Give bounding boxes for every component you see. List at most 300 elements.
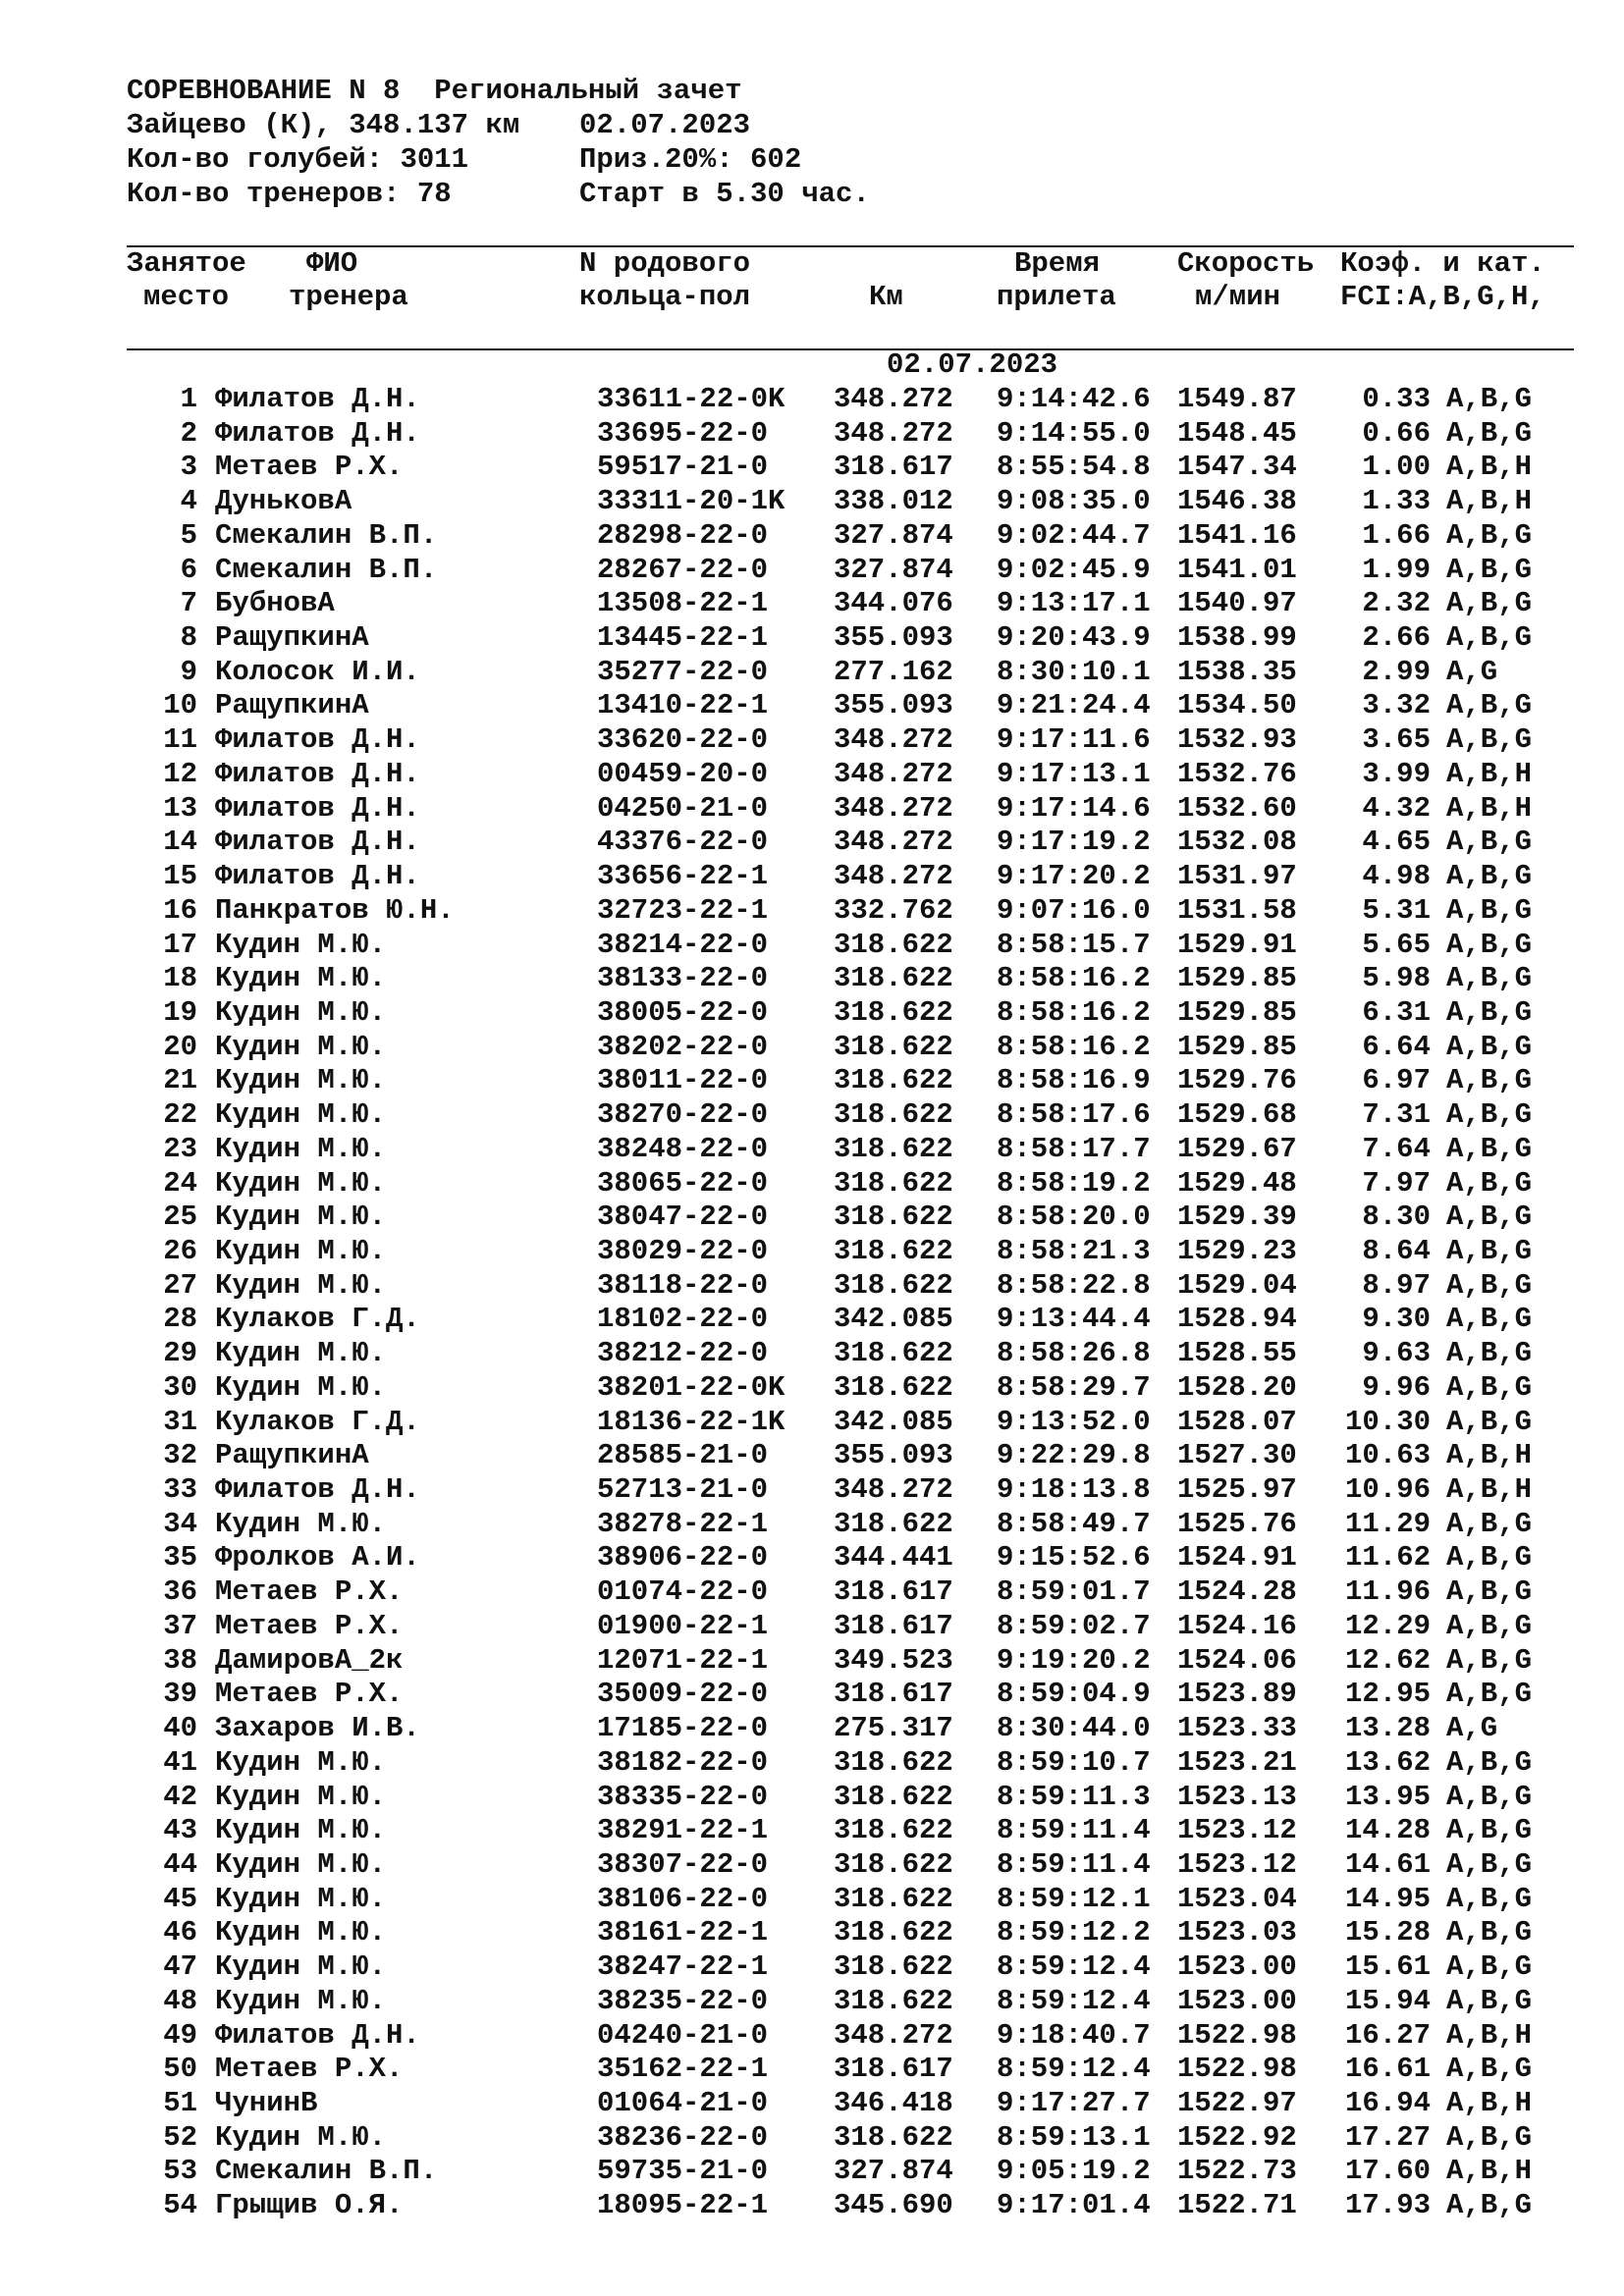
cell-speed: 1523.00 <box>1177 1984 1297 2017</box>
cell-ring: 59735-21-0 <box>597 2155 769 2188</box>
cell-category: A,G <box>1446 655 1498 688</box>
cell-trainer: Кудин М.Ю. <box>215 1337 387 1370</box>
cell-trainer: РащупкинА <box>215 621 369 655</box>
cell-ring: 01064-21-0 <box>597 2087 769 2119</box>
cell-time: 8:58:16.2 <box>997 1030 1151 1063</box>
table-row <box>0 1337 1624 1371</box>
cell-coef: 13.28 <box>1344 1712 1431 1745</box>
cell-time: 8:58:49.7 <box>997 1507 1151 1540</box>
cell-km: 348.272 <box>834 791 953 825</box>
cell-speed: 1538.35 <box>1177 655 1297 688</box>
cell-place: 35 <box>163 1541 197 1575</box>
cell-time: 9:21:24.4 <box>997 689 1151 722</box>
cell-speed: 1529.67 <box>1177 1132 1297 1165</box>
cell-category: A,B,G <box>1446 1132 1533 1165</box>
cell-coef: 8.30 <box>1362 1201 1431 1234</box>
cell-time: 8:59:11.4 <box>997 1814 1151 1847</box>
table-row <box>0 689 1624 723</box>
cell-trainer: Кудин М.Ю. <box>215 1235 387 1267</box>
table-row <box>0 1644 1624 1679</box>
cell-trainer: Смекалин В.П. <box>215 553 438 586</box>
cell-time: 8:59:11.3 <box>997 1780 1151 1813</box>
cell-time: 8:58:17.6 <box>997 1098 1151 1132</box>
cell-km: 318.622 <box>834 1098 953 1132</box>
cell-speed: 1523.00 <box>1177 1950 1297 1984</box>
cell-category: A,G <box>1446 1712 1498 1745</box>
cell-coef: 9.30 <box>1362 1303 1431 1336</box>
cell-coef: 5.65 <box>1362 928 1431 961</box>
cell-km: 318.622 <box>834 1337 953 1370</box>
table-row <box>0 2087 1624 2121</box>
cell-coef: 10.30 <box>1344 1405 1431 1438</box>
cell-place: 54 <box>163 2189 197 2222</box>
cell-trainer: Кудин М.Ю. <box>215 1882 387 1915</box>
cell-km: 318.622 <box>834 1166 953 1200</box>
cell-speed: 1523.33 <box>1177 1712 1297 1745</box>
cell-km: 327.874 <box>834 553 953 586</box>
cell-km: 344.076 <box>834 587 953 620</box>
cell-ring: 18095-22-1 <box>597 2189 769 2222</box>
cell-category: A,B,G <box>1446 1643 1533 1677</box>
cell-trainer: Метаев Р.Х. <box>215 1678 404 1711</box>
cell-coef: 9.96 <box>1362 1370 1431 1404</box>
cell-place: 46 <box>163 1916 197 1949</box>
cell-ring: 32723-22-1 <box>597 893 769 927</box>
cell-time: 8:58:17.7 <box>997 1132 1151 1165</box>
cell-ring: 33620-22-0 <box>597 723 769 757</box>
table-row <box>0 1371 1624 1406</box>
cell-place: 19 <box>163 995 197 1029</box>
heading-speed-2: м/мин <box>1195 281 1281 313</box>
cell-time: 9:17:01.4 <box>997 2189 1151 2222</box>
cell-speed: 1523.12 <box>1177 1847 1297 1881</box>
cell-trainer: Кудин М.Ю. <box>215 1814 387 1847</box>
cell-speed: 1549.87 <box>1177 383 1297 415</box>
table-row <box>0 1133 1624 1167</box>
cell-time: 8:30:44.0 <box>997 1712 1151 1745</box>
cell-category: A,B,H <box>1446 1439 1533 1472</box>
cell-coef: 13.95 <box>1344 1780 1431 1813</box>
cell-time: 9:18:40.7 <box>997 2018 1151 2052</box>
cell-coef: 0.66 <box>1362 416 1431 450</box>
table-row <box>0 1064 1624 1098</box>
cell-speed: 1529.23 <box>1177 1235 1297 1267</box>
cell-speed: 1523.04 <box>1177 1882 1297 1915</box>
table-row <box>0 2019 1624 2054</box>
cell-time: 8:55:54.8 <box>997 451 1151 484</box>
table-row <box>0 451 1624 485</box>
cell-ring: 38133-22-0 <box>597 962 769 995</box>
cell-speed: 1522.97 <box>1177 2087 1297 2119</box>
cell-trainer: Колосок И.И. <box>215 655 420 688</box>
cell-km: 348.272 <box>834 826 953 859</box>
cell-place: 24 <box>163 1166 197 1200</box>
cell-ring: 18136-22-1K <box>597 1405 785 1438</box>
table-row <box>0 383 1624 417</box>
table-row <box>0 519 1624 554</box>
cell-category: A,B,G <box>1446 1370 1533 1404</box>
cell-km: 342.085 <box>834 1405 953 1438</box>
cell-km: 318.622 <box>834 995 953 1029</box>
cell-trainer: Кудин М.Ю. <box>215 2120 387 2154</box>
cell-km: 318.622 <box>834 2120 953 2154</box>
cell-time: 9:14:42.6 <box>997 383 1151 415</box>
cell-time: 8:58:16.2 <box>997 995 1151 1029</box>
cell-category: A,B,G <box>1446 1507 1533 1540</box>
cell-ring: 18102-22-0 <box>597 1303 769 1336</box>
cell-speed: 1529.85 <box>1177 962 1297 995</box>
table-row <box>0 894 1624 929</box>
cell-speed: 1523.13 <box>1177 1780 1297 1813</box>
cell-km: 332.762 <box>834 893 953 927</box>
cell-ring: 38214-22-0 <box>597 928 769 961</box>
cell-ring: 01074-22-0 <box>597 1575 769 1609</box>
cell-place: 7 <box>180 587 197 620</box>
table-row <box>0 1406 1624 1440</box>
table-row <box>0 1269 1624 1304</box>
cell-trainer: Филатов Д.Н. <box>215 1473 420 1507</box>
cell-trainer: Смекалин В.П. <box>215 518 438 552</box>
release-point: Зайцево (К), 348.137 км <box>127 109 520 141</box>
cell-trainer: Метаев Р.Х. <box>215 1609 404 1642</box>
cell-coef: 4.65 <box>1362 826 1431 859</box>
cell-speed: 1531.58 <box>1177 893 1297 927</box>
cell-coef: 5.98 <box>1362 962 1431 995</box>
cell-place: 6 <box>180 553 197 586</box>
heading-place-2: место <box>143 281 230 313</box>
cell-trainer: Кудин М.Ю. <box>215 928 387 961</box>
cell-km: 348.272 <box>834 860 953 893</box>
cell-speed: 1548.45 <box>1177 416 1297 450</box>
cell-coef: 7.97 <box>1362 1166 1431 1200</box>
cell-category: A,B,G <box>1446 1303 1533 1336</box>
cell-ring: 52713-21-0 <box>597 1473 769 1507</box>
table-row <box>0 417 1624 452</box>
cell-km: 318.622 <box>834 1268 953 1302</box>
cell-trainer: РащупкинА <box>215 689 369 722</box>
cell-place: 8 <box>180 621 197 655</box>
cell-ring: 38248-22-0 <box>597 1132 769 1165</box>
table-row <box>0 1098 1624 1133</box>
table-row <box>0 1201 1624 1235</box>
cell-km: 277.162 <box>834 655 953 688</box>
cell-ring: 35162-22-1 <box>597 2053 769 2086</box>
cell-place: 12 <box>163 757 197 790</box>
table-row <box>0 1610 1624 1644</box>
cell-ring: 17185-22-0 <box>597 1712 769 1745</box>
cell-ring: 04250-21-0 <box>597 791 769 825</box>
cell-time: 8:59:04.9 <box>997 1678 1151 1711</box>
cell-speed: 1529.85 <box>1177 1030 1297 1063</box>
cell-coef: 16.27 <box>1344 2018 1431 2052</box>
cell-ring: 59517-21-0 <box>597 451 769 484</box>
cell-trainer: Филатов Д.Н. <box>215 860 420 893</box>
cell-trainer: Филатов Д.Н. <box>215 757 420 790</box>
cell-coef: 16.61 <box>1344 2053 1431 2086</box>
cell-coef: 17.60 <box>1344 2155 1431 2188</box>
cell-category: A,B,H <box>1446 451 1533 484</box>
table-row <box>0 1167 1624 1201</box>
cell-km: 348.272 <box>834 757 953 790</box>
cell-place: 53 <box>163 2155 197 2188</box>
heading-time-1: Время <box>1014 247 1101 280</box>
cell-trainer: Кудин М.Ю. <box>215 1064 387 1097</box>
cell-trainer: Кудин М.Ю. <box>215 1030 387 1063</box>
cell-category: A,B,G <box>1446 1337 1533 1370</box>
cell-km: 349.523 <box>834 1643 953 1677</box>
cell-coef: 7.64 <box>1362 1132 1431 1165</box>
cell-time: 9:02:44.7 <box>997 518 1151 552</box>
cell-category: A,B,G <box>1446 1609 1533 1642</box>
heading-km: Км <box>869 281 903 313</box>
cell-time: 9:13:52.0 <box>997 1405 1151 1438</box>
cell-coef: 12.62 <box>1344 1643 1431 1677</box>
cell-time: 8:59:02.7 <box>997 1609 1151 1642</box>
cell-category: A,B,H <box>1446 791 1533 825</box>
cell-time: 8:59:13.1 <box>997 2120 1151 2154</box>
cell-category: A,B,G <box>1446 1847 1533 1881</box>
cell-ring: 38278-22-1 <box>597 1507 769 1540</box>
cell-coef: 6.64 <box>1362 1030 1431 1063</box>
cell-km: 318.617 <box>834 1575 953 1609</box>
cell-km: 318.622 <box>834 1916 953 1949</box>
cell-speed: 1541.16 <box>1177 518 1297 552</box>
cell-coef: 10.96 <box>1344 1473 1431 1507</box>
cell-place: 40 <box>163 1712 197 1745</box>
table-row <box>0 621 1624 656</box>
cell-speed: 1532.60 <box>1177 791 1297 825</box>
cell-place: 50 <box>163 2053 197 2086</box>
cell-category: A,B,G <box>1446 1984 1533 2017</box>
cell-category: A,B,G <box>1446 928 1533 961</box>
cell-category: A,B,G <box>1446 723 1533 757</box>
cell-time: 8:58:22.8 <box>997 1268 1151 1302</box>
cell-trainer: Кудин М.Ю. <box>215 962 387 995</box>
cell-speed: 1532.76 <box>1177 757 1297 790</box>
cell-coef: 2.66 <box>1362 621 1431 655</box>
cell-place: 39 <box>163 1678 197 1711</box>
cell-place: 5 <box>180 518 197 552</box>
cell-speed: 1525.76 <box>1177 1507 1297 1540</box>
heading-ring-2: кольца-пол <box>579 281 751 313</box>
cell-category: A,B,G <box>1446 1814 1533 1847</box>
table-row <box>0 1985 1624 2019</box>
cell-km: 318.617 <box>834 1609 953 1642</box>
cell-coef: 8.64 <box>1362 1235 1431 1267</box>
cell-km: 327.874 <box>834 518 953 552</box>
cell-time: 8:58:15.7 <box>997 928 1151 961</box>
cell-category: A,B,G <box>1446 1780 1533 1813</box>
cell-ring: 28585-21-0 <box>597 1439 769 1472</box>
cell-km: 318.622 <box>834 1507 953 1540</box>
cell-place: 23 <box>163 1132 197 1165</box>
heading-time-2: прилета <box>997 281 1116 313</box>
cell-trainer: Захаров И.В. <box>215 1712 420 1745</box>
cell-ring: 38235-22-0 <box>597 1984 769 2017</box>
prize-count: Приз.20%: 602 <box>579 143 802 176</box>
cell-km: 345.690 <box>834 2189 953 2222</box>
cell-ring: 38202-22-0 <box>597 1030 769 1063</box>
cell-category: A,B,G <box>1446 1064 1533 1097</box>
cell-speed: 1524.28 <box>1177 1575 1297 1609</box>
cell-speed: 1528.07 <box>1177 1405 1297 1438</box>
table-row <box>0 1439 1624 1473</box>
cell-place: 45 <box>163 1882 197 1915</box>
cell-category: A,B,G <box>1446 1916 1533 1949</box>
cell-place: 32 <box>163 1439 197 1472</box>
cell-km: 348.272 <box>834 383 953 415</box>
cell-category: A,B,H <box>1446 757 1533 790</box>
cell-time: 9:17:27.7 <box>997 2087 1151 2119</box>
cell-km: 318.622 <box>834 1132 953 1165</box>
cell-km: 318.622 <box>834 1814 953 1847</box>
table-row <box>0 1712 1624 1746</box>
table-row <box>0 656 1624 690</box>
cell-category: A,B,H <box>1446 2087 1533 2119</box>
cell-speed: 1528.55 <box>1177 1337 1297 1370</box>
cell-trainer: Панкратов Ю.Н. <box>215 893 455 927</box>
cell-place: 42 <box>163 1780 197 1813</box>
cell-ring: 33656-22-1 <box>597 860 769 893</box>
cell-place: 41 <box>163 1745 197 1779</box>
cell-category: A,B,G <box>1446 553 1533 586</box>
cell-trainer: ДамировА_2к <box>215 1643 404 1677</box>
table-row <box>0 826 1624 860</box>
cell-ring: 38182-22-0 <box>597 1745 769 1779</box>
cell-ring: 38029-22-0 <box>597 1235 769 1267</box>
cell-km: 348.272 <box>834 1473 953 1507</box>
cell-time: 9:17:19.2 <box>997 826 1151 859</box>
cell-trainer: Филатов Д.Н. <box>215 416 420 450</box>
cell-place: 33 <box>163 1473 197 1507</box>
table-row <box>0 1541 1624 1575</box>
table-row <box>0 1746 1624 1781</box>
cell-place: 26 <box>163 1235 197 1267</box>
race-date: 02.07.2023 <box>579 109 751 141</box>
cell-coef: 11.96 <box>1344 1575 1431 1609</box>
cell-speed: 1546.38 <box>1177 485 1297 518</box>
cell-coef: 12.95 <box>1344 1678 1431 1711</box>
cell-km: 318.622 <box>834 1370 953 1404</box>
cell-place: 27 <box>163 1268 197 1302</box>
cell-category: A,B,G <box>1446 995 1533 1029</box>
table-row <box>0 1678 1624 1712</box>
table-row <box>0 1473 1624 1508</box>
cell-trainer: Кудин М.Ю. <box>215 1166 387 1200</box>
cell-trainer: Кудин М.Ю. <box>215 995 387 1029</box>
cell-category: A,B,G <box>1446 1030 1533 1063</box>
cell-time: 9:13:44.4 <box>997 1303 1151 1336</box>
cell-ring: 38335-22-0 <box>597 1780 769 1813</box>
cell-trainer: Кудин М.Ю. <box>215 1098 387 1132</box>
table-row <box>0 1848 1624 1883</box>
cell-category: A,B,G <box>1446 1950 1533 1984</box>
cell-category: A,B,G <box>1446 2053 1533 2086</box>
cell-time: 8:58:29.7 <box>997 1370 1151 1404</box>
cell-time: 9:05:19.2 <box>997 2155 1151 2188</box>
cell-speed: 1525.97 <box>1177 1473 1297 1507</box>
cell-coef: 16.94 <box>1344 2087 1431 2119</box>
cell-time: 8:59:12.2 <box>997 1916 1151 1949</box>
cell-time: 9:22:29.8 <box>997 1439 1151 1472</box>
cell-trainer: ДуньковА <box>215 485 352 518</box>
cell-speed: 1527.30 <box>1177 1439 1297 1472</box>
cell-category: A,B,H <box>1446 485 1533 518</box>
cell-time: 8:59:11.4 <box>997 1847 1151 1881</box>
cell-coef: 5.31 <box>1362 893 1431 927</box>
cell-km: 318.622 <box>834 1064 953 1097</box>
cell-category: A,B,H <box>1446 2155 1533 2188</box>
cell-time: 8:59:12.4 <box>997 1950 1151 1984</box>
cell-ring: 38307-22-0 <box>597 1847 769 1881</box>
cell-category: A,B,G <box>1446 1541 1533 1575</box>
cell-place: 21 <box>163 1064 197 1097</box>
cell-km: 318.622 <box>834 1745 953 1779</box>
cell-time: 9:19:20.2 <box>997 1643 1151 1677</box>
cell-km: 318.622 <box>834 1201 953 1234</box>
cell-coef: 1.00 <box>1362 451 1431 484</box>
cell-time: 8:59:12.4 <box>997 1984 1151 2017</box>
cell-km: 318.617 <box>834 1678 953 1711</box>
cell-trainer: Кудин М.Ю. <box>215 1950 387 1984</box>
cell-speed: 1522.92 <box>1177 2120 1297 2154</box>
cell-place: 4 <box>180 485 197 518</box>
cell-time: 9:17:13.1 <box>997 757 1151 790</box>
cell-speed: 1532.93 <box>1177 723 1297 757</box>
cell-category: A,B,G <box>1446 826 1533 859</box>
cell-place: 3 <box>180 451 197 484</box>
cell-speed: 1532.08 <box>1177 826 1297 859</box>
cell-ring: 33311-20-1K <box>597 485 785 518</box>
cell-ring: 12071-22-1 <box>597 1643 769 1677</box>
cell-coef: 1.99 <box>1362 553 1431 586</box>
competition-type: Региональный зачет <box>434 75 742 107</box>
cell-trainer: Кудин М.Ю. <box>215 1984 387 2017</box>
cell-coef: 9.63 <box>1362 1337 1431 1370</box>
cell-km: 318.617 <box>834 2053 953 2086</box>
cell-speed: 1522.73 <box>1177 2155 1297 2188</box>
cell-category: A,B,H <box>1446 1473 1533 1507</box>
cell-category: A,B,G <box>1446 1575 1533 1609</box>
table-row <box>0 554 1624 588</box>
cell-place: 14 <box>163 826 197 859</box>
table-row <box>0 1814 1624 1848</box>
table-row <box>0 1508 1624 1542</box>
cell-km: 348.272 <box>834 416 953 450</box>
cell-trainer: Кудин М.Ю. <box>215 1268 387 1302</box>
table-row <box>0 587 1624 621</box>
cell-ring: 38161-22-1 <box>597 1916 769 1949</box>
cell-ring: 38011-22-0 <box>597 1064 769 1097</box>
cell-km: 318.622 <box>834 1030 953 1063</box>
table-row <box>0 2189 1624 2223</box>
cell-place: 30 <box>163 1370 197 1404</box>
cell-speed: 1523.89 <box>1177 1678 1297 1711</box>
cell-place: 36 <box>163 1575 197 1609</box>
cell-place: 22 <box>163 1098 197 1132</box>
start-time: Старт в 5.30 час. <box>579 178 870 210</box>
cell-ring: 38212-22-0 <box>597 1337 769 1370</box>
cell-coef: 1.33 <box>1362 485 1431 518</box>
cell-coef: 14.95 <box>1344 1882 1431 1915</box>
cell-ring: 38118-22-0 <box>597 1268 769 1302</box>
cell-km: 318.622 <box>834 1847 953 1881</box>
table-row <box>0 929 1624 963</box>
cell-trainer: Филатов Д.Н. <box>215 826 420 859</box>
cell-place: 44 <box>163 1847 197 1881</box>
cell-km: 318.622 <box>834 928 953 961</box>
cell-speed: 1540.97 <box>1177 587 1297 620</box>
